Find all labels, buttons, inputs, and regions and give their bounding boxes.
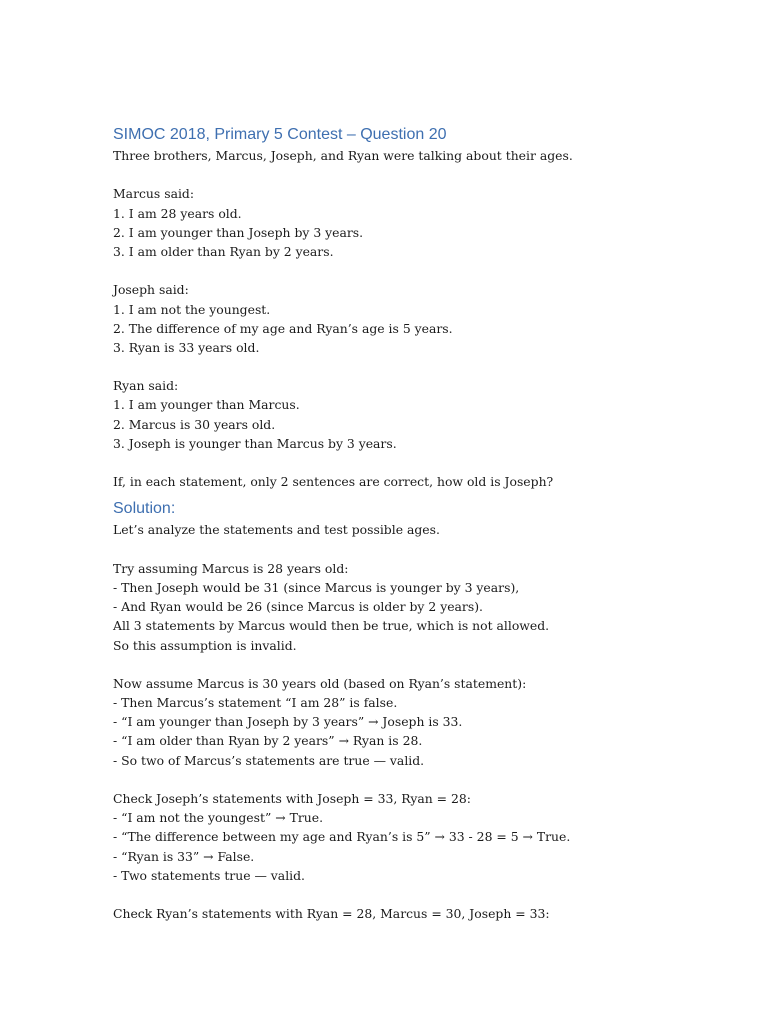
text-line: - “I am older than Ryan by 2 years” → Ryan is 28. [113,733,423,749]
question-prompt: If, in each statement, only 2 sentences are correct, how old is Joseph? [113,474,554,490]
text-line: - “The difference between my age and Ryan’s is 5” → 33 - 28 = 5 → True. [113,829,571,845]
text-line: Now assume Marcus is 30 years old (based on Ryan’s statement): [113,675,527,691]
blank-line [113,261,713,280]
text-line: - So two of Marcus’s statements are true — valid. [113,752,425,768]
text-line: 3. Joseph is younger than Marcus by 3 years. [113,435,397,451]
text-line: 1. I am younger than Marcus. [113,397,300,413]
blank-line [113,540,713,559]
text-line: - And Ryan would be 26 (since Marcus is older by 2 years). [113,599,483,615]
text-line: 3. I am older than Ryan by 2 years. [113,243,334,259]
solution-body [113,520,713,923]
text-line: Check Joseph’s statements with Joseph = 33, Ryan = 28: [113,791,471,806]
blank-line [113,655,713,674]
blank-line [113,453,713,472]
text-line: So this assumption is invalid. [113,637,297,653]
text-line: - “I am not the youngest” → True. [113,810,324,826]
text-line: Joseph said: [113,282,189,298]
blank-line [113,770,713,789]
text-line: Check Ryan’s statements with Ryan = 28, Marcus = 30, Joseph = 33: [113,906,550,922]
text-line: - “Ryan is 33” → False. [113,848,255,864]
text-line: - Then Joseph would be 31 (since Marcus is younger by 3 years), [113,579,520,595]
text-line: 3. Ryan is 33 years old. [113,339,260,355]
text-line: 1. I am 28 years old. [113,205,242,221]
text-line: - “I am younger than Joseph by 3 years” → Joseph is 33. [113,714,463,730]
text-line: 1. I am not the youngest. [113,301,271,317]
text-line: 2. Marcus is 30 years old. [113,416,276,432]
blank-line [113,165,713,184]
question-body [113,146,713,491]
text-line: Ryan said: [113,378,179,394]
document-page [113,124,713,923]
blank-line [113,885,713,904]
blank-line [113,357,713,376]
question-title: SIMOC 2018, Primary 5 Contest – Question 20 [113,126,447,143]
text-line: Let’s analyze the statements and test possible ages. [113,522,440,538]
text-line: - Two statements true — valid. [113,867,305,883]
text-line: - Then Marcus’s statement “I am 28” is false. [113,695,398,711]
solution-heading: Solution: [113,500,176,518]
text-line: Three brothers, Marcus, Joseph, and Ryan were talking about their ages. [113,148,573,163]
text-line: 2. I am younger than Joseph by 3 years. [113,224,364,240]
text-line: All 3 statements by Marcus would then be true, which is not allowed. [113,618,550,634]
text-line: Marcus said: [113,186,195,202]
text-line: 2. The difference of my age and Ryan’s age is 5 years. [113,320,453,336]
text-line: Try assuming Marcus is 28 years old: [113,560,349,576]
